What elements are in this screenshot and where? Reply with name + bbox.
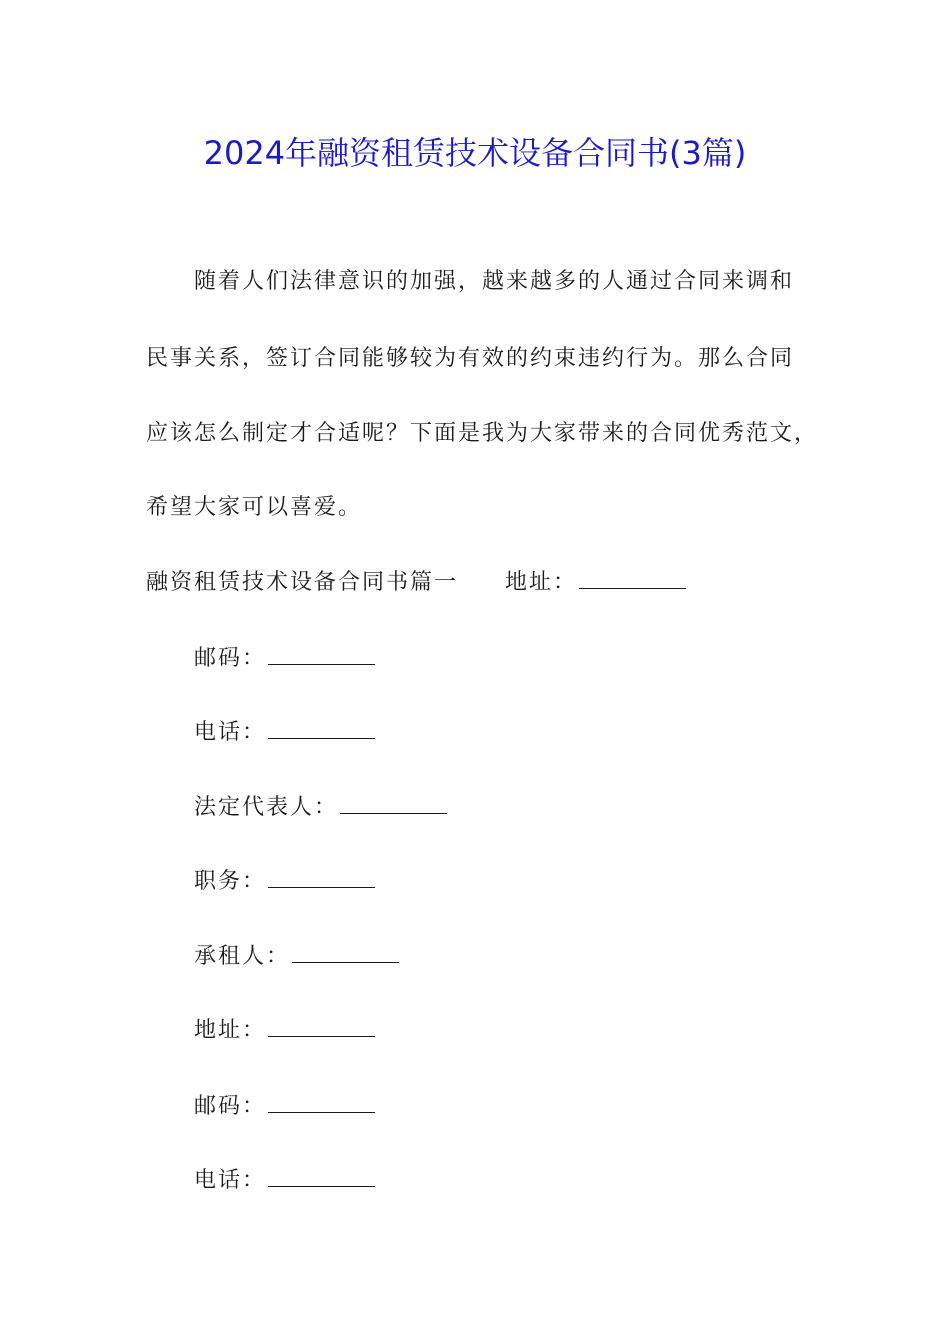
- field-label: 地址：: [505, 570, 578, 595]
- document-title: 2024年融资租赁技术设备合同书(3篇): [203, 134, 747, 172]
- blank-line: [268, 1092, 375, 1113]
- section-heading: 融资租赁技术设备合同书篇一: [146, 570, 459, 595]
- lessee-address-field: [194, 1016, 375, 1046]
- blank-line: [268, 644, 375, 665]
- field-label: 电话：: [194, 720, 267, 745]
- intro-paragraph-line-3: 应该怎么制定才合适呢？下面是我为大家带来的合同优秀范文，: [146, 421, 819, 446]
- blank-line: [340, 793, 447, 814]
- lessee-field: [194, 942, 399, 972]
- intro-paragraph-line-2: 民事关系，签订合同能够较为有效的约束违约行为。那么合同: [146, 346, 795, 371]
- intro-paragraph-line-4: 希望大家可以喜爱。: [146, 495, 363, 520]
- legal-representative-field: [194, 793, 447, 823]
- blank-line: [268, 867, 375, 888]
- field-label: 职务：: [194, 869, 267, 894]
- intro-paragraph-line-1: 随着人们法律意识的加强，越来越多的人通过合同来调和: [194, 269, 795, 294]
- lessee-phone-field: [194, 1166, 375, 1196]
- field-label: 邮码：: [194, 1094, 267, 1119]
- field-label: 法定代表人：: [194, 795, 339, 820]
- field-label: 邮码：: [194, 646, 267, 671]
- blank-line: [268, 1016, 375, 1037]
- position-field: [194, 867, 375, 897]
- field-label: 电话：: [194, 1168, 267, 1193]
- lessor-phone-field: [194, 718, 375, 748]
- lessee-postcode-field: [194, 1092, 375, 1122]
- blank-line: [579, 568, 686, 589]
- blank-line: [292, 942, 399, 963]
- lessor-postcode-field: [194, 644, 375, 674]
- blank-line: [268, 1166, 375, 1187]
- blank-line: [268, 718, 375, 739]
- lessor-address-field: [505, 568, 686, 598]
- field-label: 地址：: [194, 1018, 267, 1043]
- field-label: 承租人：: [194, 944, 291, 969]
